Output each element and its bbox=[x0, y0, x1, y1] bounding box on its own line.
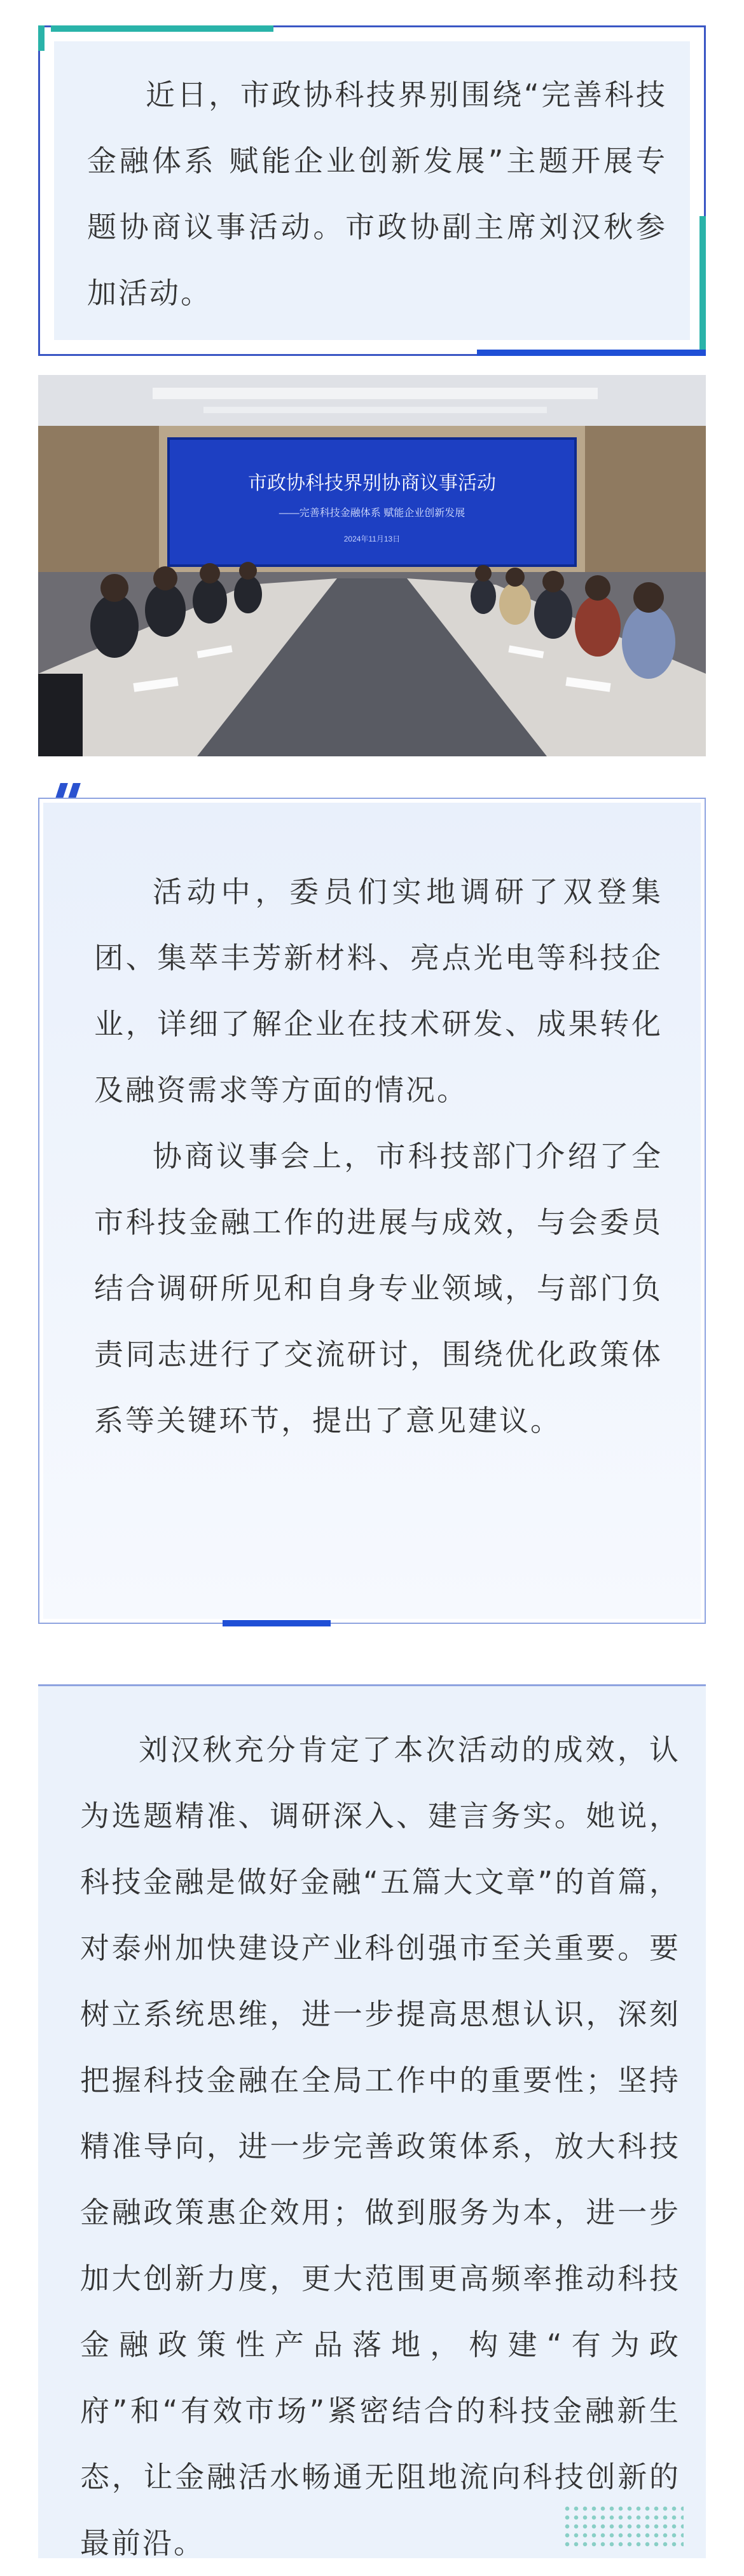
section2-paragraph-2: 协商议事会上，市科技部门介绍了全市科技金融工作的进展与成效，与会委员结合调研所见和自身专业领域，与部门负责同志进行了交流研讨，围绕优化政策体系等关键环节，提出了意见建议。 bbox=[94, 1139, 663, 1438]
dot-pattern-decoration bbox=[563, 2504, 684, 2549]
section2-inner bbox=[43, 803, 701, 1619]
intro-paragraph: 近日，市政协科技界别围绕“完善科技金融体系 赋能企业创新发展”主题开展专题协商议事活动。市政协副主席刘汉秋参加活动。 bbox=[87, 78, 667, 310]
corner-accent-left bbox=[38, 25, 45, 51]
meeting-photo bbox=[38, 375, 706, 756]
corner-accent-bottom bbox=[477, 350, 706, 356]
section3-paragraph: 刘汉秋充分肯定了本次活动的成效，认为选题精准、调研深入、建言务实。她说，科技金融是做好金融“五篇大文章”的首篇，对泰州加快建设产业科创强市至关重要。要树立系统思维，进一步提高思想认识，深刻把握科技金融在全局工作中的重要性；坚持精准导向，进一步完善政策体系，放大科技金融政策惠企效用；做到服务为本，进一步加大创新力度，更大范围更高频率推动科技金融政策性产品落地，构建“有为政府”和“有效市场”紧密结合的科技金融新生态，让金融活水畅通无阻地流向科技创新的最前沿。 bbox=[80, 1733, 680, 2560]
screen-title: 市政协科技界别协商议事活动 bbox=[248, 473, 496, 494]
section2-paragraph-1: 活动中，委员们实地调研了双登集团、集萃丰芳新材料、亮点光电等科技企业，详细了解企业在技术研发、成果转化及融资需求等方面的情况。 bbox=[94, 875, 663, 1107]
section2-box bbox=[38, 798, 706, 1624]
intro-inner bbox=[54, 41, 690, 340]
section3-box bbox=[38, 1684, 706, 2558]
meeting-photo-illustration bbox=[38, 375, 706, 756]
screen-subtitle: ——完善科技金融体系 赋能企业创新发展 bbox=[279, 508, 465, 519]
corner-accent-right bbox=[699, 216, 706, 356]
section2-accent-bar bbox=[223, 1620, 331, 1626]
intro-box bbox=[38, 25, 706, 356]
screen-date: 2024年11月13日 bbox=[343, 535, 401, 543]
corner-accent-top bbox=[51, 25, 273, 32]
